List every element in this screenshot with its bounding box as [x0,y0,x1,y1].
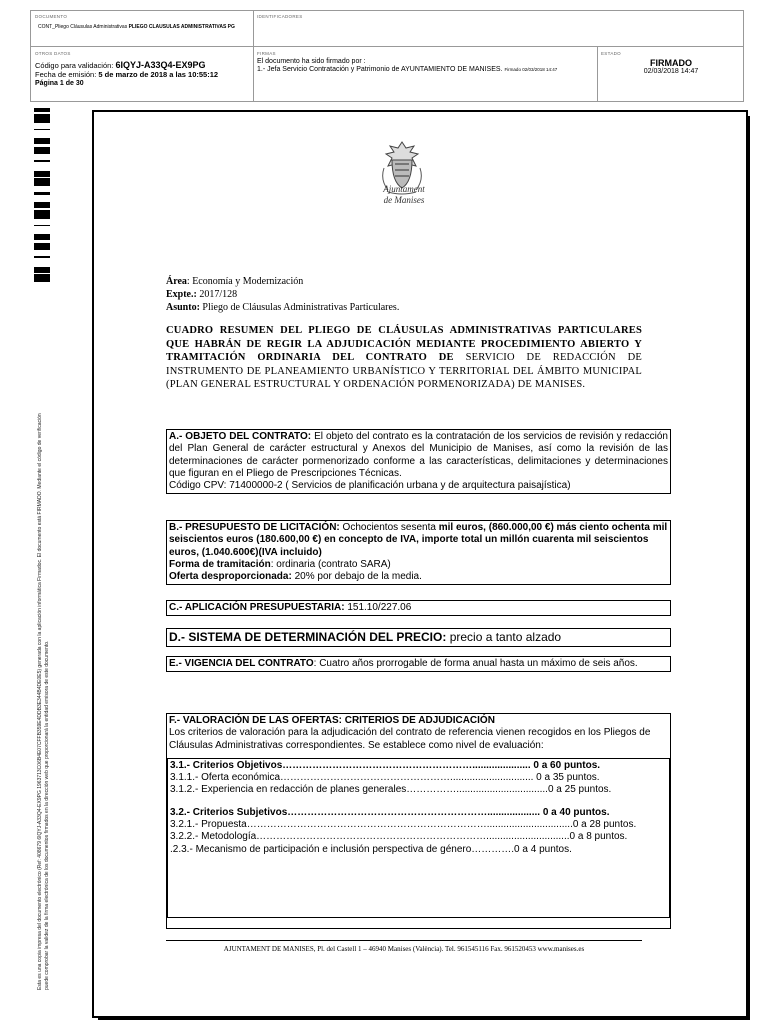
section-d-value: precio a tanto alzado [446,630,562,644]
verification-line-2: puede comprobar la validez de la firma electrónica de los documentos firmados en la dirección web que proporcionará la entidad emisora de este documento. [44,640,50,990]
criteria-objective-title: 3.1.- Criterios Objetivos…………………………………………………..................... 0 a 60 puntos. [170,759,601,771]
pagina-indicator: Página 1 de 30 [35,80,84,87]
criteria-subjective-3: .2.3.- Mecanismo de participación e inclusión perspectiva de género………….0 a 4 puntos. [170,843,572,855]
section-f-title: F.- VALORACIÓN DE LAS OFERTAS: CRITERIOS DE ADJUDICACIÓN [169,715,495,726]
section-e-value: : Cuatro años prorrogable de forma anual hasta un máximo de seis años. [313,658,638,669]
documento-title: PLIEGO CLAUSULAS ADMINISTRATIVAS PG [128,24,235,30]
expte-value: 2017/128 [196,289,238,300]
verification-line-1: Esta es una copia impresa del documento electrónico (Ref: 408679 6IQYJ-A33Q4-EX9PG 1963713C06B4E07CFFB359E4DDB3E344B4DE0E5) generada con la aplicación informática Firmadoc. El documento está FIRMADO. Mediante el código de verificación [37,413,43,990]
summary-heading [166,324,642,392]
section-b-amounts: mil euros, (860.000,00 €) más ciento ochenta mil seiscientos euros (180.600,00 €) en concepto de IVA, importe total un millón cuarenta mil seiscientos euros, (1.040.600€)(IVA incluido) [169,522,668,558]
section-c-title: C.- APLICACIÓN PRESUPUESTARIA: [169,602,345,613]
section-c-value: 151.10/227.06 [344,602,412,613]
logo-caption [368,184,440,206]
section-b-text: Ochocientos sesenta [339,522,439,533]
firmas-signer: 1.- Jefa Servicio Contratación y Patrimonio de AYUNTAMIENTO DE MANISES. [257,66,503,73]
estado-cell [601,51,741,75]
firmas-date: Firmado 02/03/2018 14:47 [504,67,558,72]
document-header [30,10,744,102]
otros-datos-label: OTROS DATOS [35,51,71,56]
section-d-title: D.- SISTEMA DE DETERMINACIÓN DEL PRECIO: [169,630,447,644]
area-value: : Economía y Modernización [186,276,304,287]
fecha-label: Fecha de emisión: [35,70,97,79]
documento-prefix: CONT_Pliego Cláusulas Administrativas [38,24,128,30]
logo-line-1: Ajuntament [383,184,425,194]
verification-side-text [37,290,51,990]
identificadores-cell [257,14,557,19]
asunto-value: Pliego de Cláusulas Administrativas Particulares. [199,302,400,313]
section-d-box [166,628,671,647]
criteria-subjective-title: 3.2.- Criterios Subjetivos……………………………………………………................... 0 a 40 puntos. [170,806,610,818]
section-b-box [166,520,671,585]
estado-date: 02/03/2018 14:47 [643,68,699,75]
logo-line-2: de Manises [383,195,425,205]
oferta-value: 20% por debajo de la media. [291,571,422,583]
barcode-image [34,108,50,288]
oferta-label: Oferta desproporcionada: [169,571,292,583]
section-e-box [166,656,671,672]
page-footer: AJUNTAMENT DE MANISES, Pl. del Castell 1 – 46940 Manises (València). Tel. 961545116 Fax. 961520453 www.manises.es [223,945,585,953]
document-meta [166,275,399,314]
criteria-objective-1: 3.1.1.- Oferta económica…………………………………………….............................. 0 a 35 puntos. [170,772,600,784]
summary-bold: CUADRO RESUMEN DEL PLIEGO DE CLÁUSULAS ADMINISTRATIVAS PARTICULARES QUE HABRÁN DE REGIR LA ADJUDICACIÓN MEDIANTE PROCEDIMIENTO ABIERTO Y TRAMITACIÓN ORDINARIA DEL CONTRATO DE [166,325,642,363]
section-f-intro: Los criterios de valoración para la adjudicación del contrato de referencia vienen recogidos en los Pliegos de Cláusulas Administrativas correspondientes. Se establece como nivel de evaluación: [169,727,651,751]
criteria-subjective-2: 3.2.2.- Metodología……………………………………………………………..............................0 a 8 puntos. [170,831,628,843]
section-f-box [166,713,671,929]
fecha-value: 5 de marzo de 2018 a las 10:55:12 [98,70,219,79]
identificadores-label: IDENTIFICADORES [257,14,303,19]
section-a-text: El objeto del contrato es la contratación de los servicios de revisión y redacción del Plan General de carácter estructural y Anexos del Municipio de Manises, así como la revisión de las determinaciones de carácter pormenorizado conforme a las características, delimitaciones y determinaciones que figuran en el Pliego de Prescripciones Técnicas. [169,431,668,479]
documento-cell [35,14,250,30]
summary-normal: SERVICIO DE REDACCIÓN DE INSTRUMENTO DE PLANEAMIENTO URBANÍSTICO Y TERRITORIAL DEL ÁMBITO MUNICIPAL (PLAN GENERAL ESTRUCTURAL Y ORDENACIÓN PORMENORIZADA) DE MANISES. [166,352,642,390]
criteria-subjective-1: 3.2.1.- Propuesta………………………………………………………………...............................0 a 28 puntos. [170,819,637,831]
criteria-objective-2: 3.1.2.- Experiencia en redacción de planes generales…………….................................0 a 25 puntos. [170,784,612,796]
asunto-label: Asunto: [166,302,200,313]
estado-value: FIRMADO [650,58,692,68]
estado-label: ESTADO [601,51,621,56]
codigo-label: Código para validación: [35,61,114,70]
section-a-box [166,429,671,494]
area-label: Área [166,276,187,287]
section-b-title: B.- PRESUPUESTO DE LICITACIÓN: [169,522,340,533]
footer-divider [166,940,642,941]
section-c-box [166,600,671,616]
forma-value: : ordinaria (contrato SARA) [270,558,391,570]
section-a-cpv: Código CPV: 71400000-2 ( Servicios de planificación urbana y de arquitectura paisajística) [169,480,571,492]
firmas-cell [257,51,595,74]
section-a-title: A.- OBJETO DEL CONTRATO: [169,431,312,442]
firmas-label: FIRMAS [257,51,276,56]
otros-datos-cell [35,51,250,88]
expte-label: Expte.: [166,289,197,300]
codigo-value: 6IQYJ-A33Q4-EX9PG [115,60,206,70]
criteria-table [167,758,670,918]
forma-label: Forma de tramitación [169,558,271,570]
documento-label: DOCUMENTO [35,14,68,19]
firmas-intro: El documento ha sido firmado por : [257,58,366,65]
section-e-title: E.- VIGENCIA DEL CONTRATO [169,658,314,669]
